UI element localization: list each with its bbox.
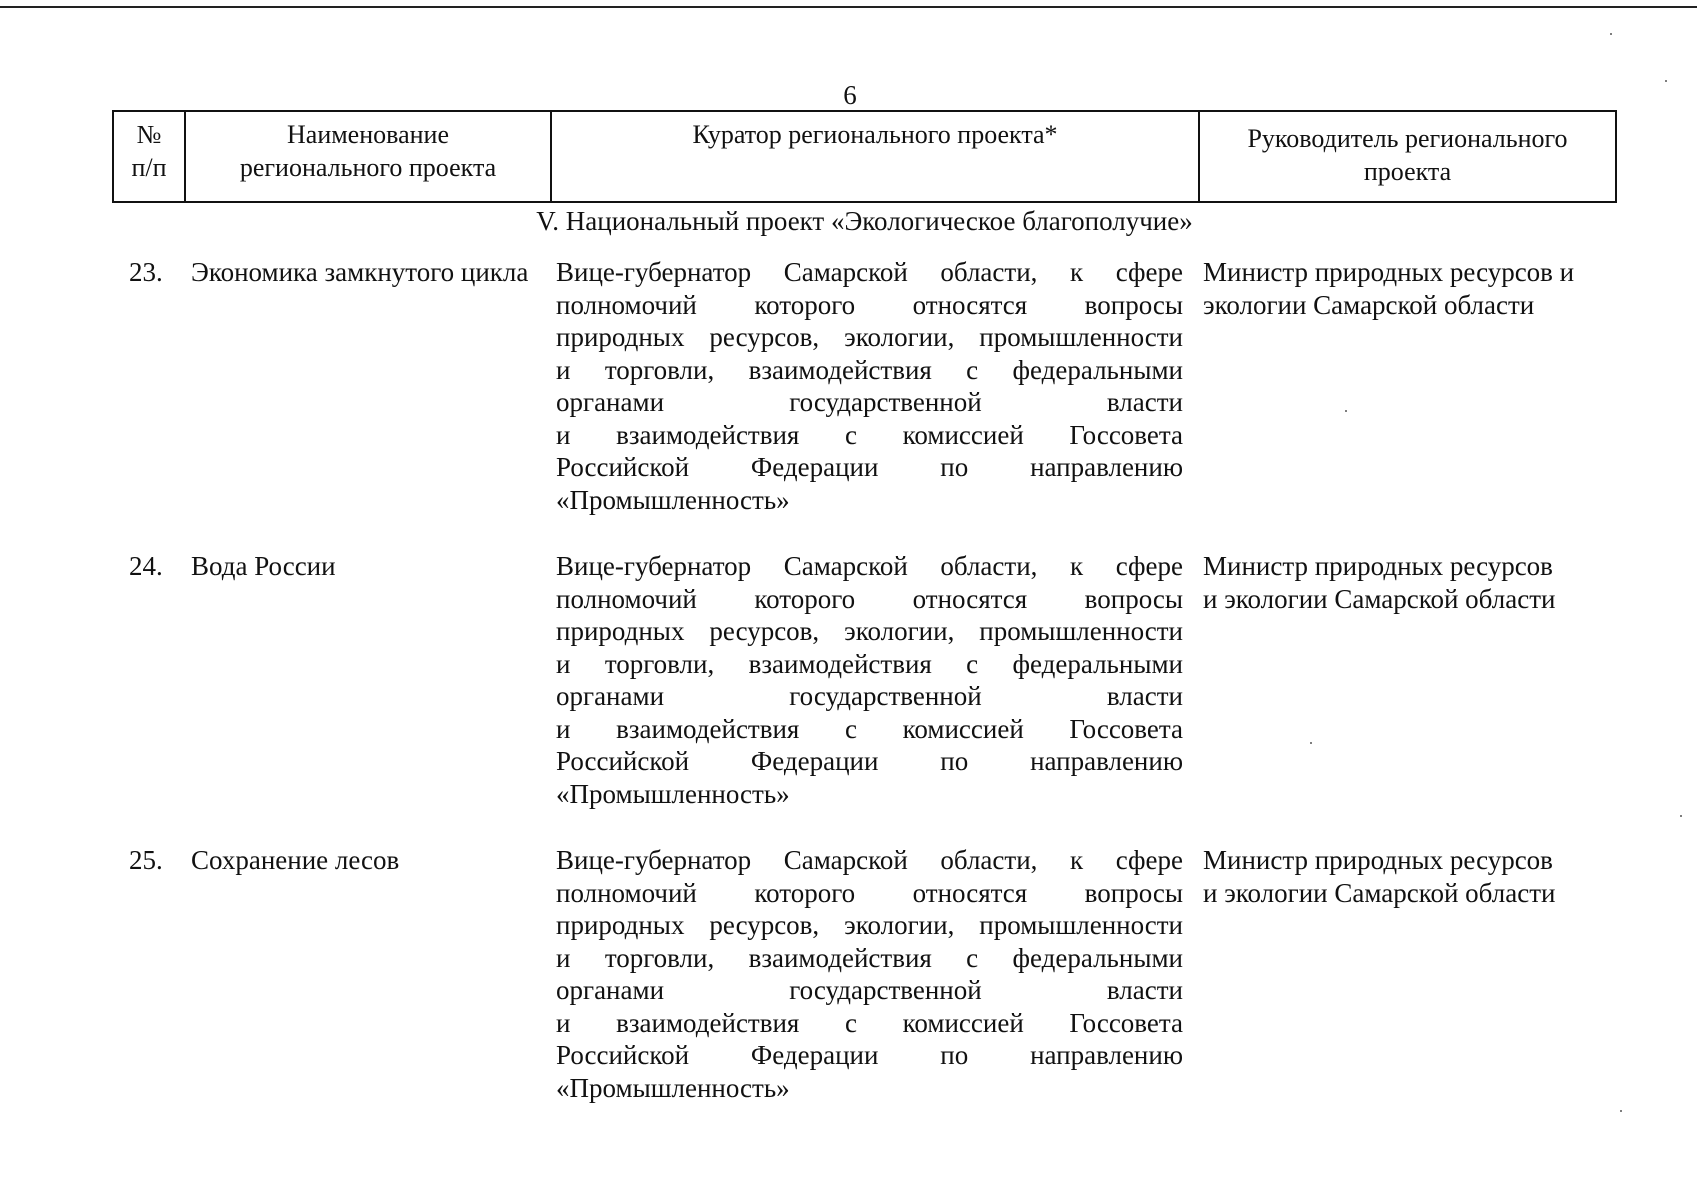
scan-speck [1665,80,1667,82]
curator-line: и торговли, взаимодействия с федеральными [556,648,1183,679]
header-col-project-name [184,112,550,201]
curator-line: органами государственной власти [556,975,1183,1005]
manager-line: Министр природных ресурсов [1203,845,1553,875]
manager-cell [1203,844,1615,909]
curator-line: природных ресурсов, экологии, промышленности [556,616,1183,646]
curator-line: и взаимодействия с комиссией Госсовета [556,1007,1183,1038]
curator-line: Российской Федерации по направлению [556,746,1183,776]
header-col-number-line: п/п [131,153,167,182]
header-col-manager-line: проекта [1363,157,1452,186]
row-number: 24. [129,551,163,581]
curator-cell [556,550,1183,810]
manager-line: и экологии Самарской области [1203,583,1556,614]
manager-cell [1203,256,1615,321]
curator-line: полномочий которого относятся вопросы [556,583,1183,614]
header-col-project-name-line: Наименование [287,120,449,149]
curator-line: «Промышленность» [556,484,790,515]
header-col-project-name-line: регионального проекта [239,153,497,182]
header-col-curator-label: Куратор регионального проекта* [692,120,1058,149]
curator-line: Вице-губернатор Самарской области, к сфере [556,845,1183,875]
project-name: Экономика замкнутого цикла [191,257,529,287]
project-name: Вода России [191,551,336,581]
curator-line: органами государственной власти [556,681,1183,711]
curator-line: полномочий которого относятся вопросы [556,289,1183,320]
curator-cell [556,844,1183,1104]
curator-cell [556,256,1183,516]
row-number: 23. [129,257,163,287]
scan-speck [1620,1110,1622,1112]
header-col-number-line: № [136,120,162,149]
section-title: V. Национальный проект «Экологическое благополучие» [536,206,1193,236]
header-col-manager-line: Руководитель регионального [1247,124,1568,153]
curator-line: Вице-губернатор Самарской области, к сфере [556,551,1183,581]
curator-line: Российской Федерации по направлению [556,1040,1183,1070]
header-col-curator [550,112,1198,201]
table-header [112,110,1617,203]
manager-line: экологии Самарской области [1203,289,1535,320]
curator-line: и взаимодействия с комиссией Госсовета [556,713,1183,744]
curator-line: Российской Федерации по направлению [556,452,1183,482]
row-number: 25. [129,845,163,875]
curator-line: органами государственной власти [556,387,1183,417]
page-number: 6 [843,80,857,110]
header-col-number [114,112,184,201]
curator-line: и торговли, взаимодействия с федеральными [556,942,1183,973]
scan-speck [1345,410,1347,412]
curator-line: природных ресурсов, экологии, промышленности [556,322,1183,352]
curator-line: полномочий которого относятся вопросы [556,877,1183,908]
curator-line: природных ресурсов, экологии, промышленности [556,910,1183,940]
header-col-manager [1198,112,1615,201]
curator-line: «Промышленность» [556,778,790,809]
scan-speck [1310,742,1312,744]
curator-line: и взаимодействия с комиссией Госсовета [556,419,1183,450]
scan-speck [1610,33,1612,35]
manager-cell [1203,550,1615,615]
manager-line: Министр природных ресурсов [1203,551,1553,581]
scan-speck [1680,815,1682,817]
project-name: Сохранение лесов [191,845,400,875]
curator-line: Вице-губернатор Самарской области, к сфере [556,257,1183,287]
manager-line: Министр природных ресурсов и [1203,257,1575,287]
curator-line: «Промышленность» [556,1072,790,1103]
manager-line: и экологии Самарской области [1203,877,1556,908]
curator-line: и торговли, взаимодействия с федеральными [556,354,1183,385]
top-rule [0,6,1697,8]
